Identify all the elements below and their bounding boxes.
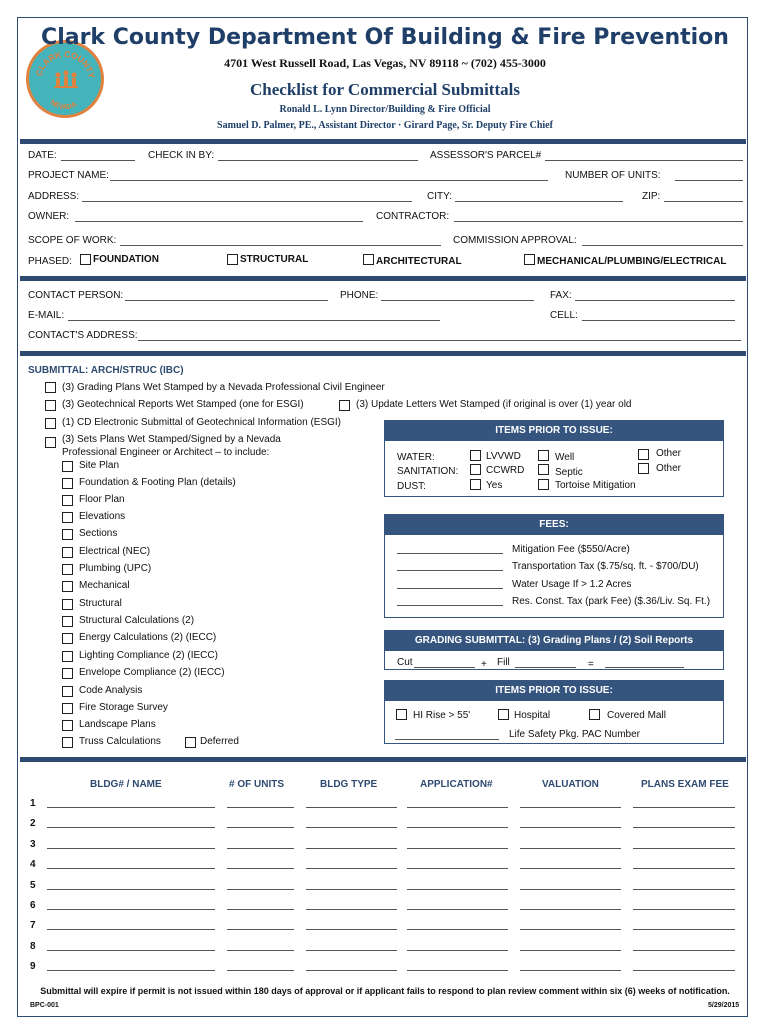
- commission-approval-field[interactable]: [582, 245, 743, 246]
- res-const-tax-field[interactable]: [397, 605, 503, 606]
- fill-field[interactable]: [515, 667, 576, 668]
- dust-yes-checkbox[interactable]: [470, 479, 481, 490]
- bldg-cell-field[interactable]: [407, 929, 508, 930]
- plan-item-checkbox[interactable]: [62, 633, 73, 644]
- col-bldg-type: BLDG TYPE: [320, 779, 378, 790]
- water-usage-label: Water Usage If > 1.2 Acres: [512, 579, 632, 590]
- plan-item-label: Floor Plan: [79, 494, 125, 505]
- expiration-notice: Submittal will expire if permit is not issued within 180 days of approval or if applicant fails to respond to plan review comment within six (6) weeks of notification.: [40, 986, 730, 996]
- bldg-row-number: 1: [30, 798, 36, 809]
- bldg-cell-field[interactable]: [520, 909, 621, 910]
- bldg-cell-field[interactable]: [47, 848, 215, 849]
- phone-label: PHONE:: [340, 290, 379, 301]
- section-divider: [20, 139, 746, 144]
- plan-item-label: Sections: [79, 528, 118, 539]
- col-units: # OF UNITS: [229, 779, 285, 790]
- hospital-label: Hospital: [514, 710, 551, 721]
- ccwrd-checkbox[interactable]: [470, 464, 481, 475]
- bldg-cell-field[interactable]: [520, 848, 621, 849]
- bldg-cell-field[interactable]: [407, 868, 508, 869]
- phased-label: PHASED:: [28, 256, 72, 267]
- section-divider: [20, 351, 746, 356]
- sanitation-label: SANITATION:: [397, 466, 459, 477]
- bldg-cell-field[interactable]: [520, 970, 621, 971]
- phase-foundation-label: FOUNDATION: [93, 254, 159, 265]
- well-checkbox[interactable]: [538, 450, 549, 461]
- address-label: ADDRESS:: [28, 191, 80, 202]
- plan-item-checkbox[interactable]: [62, 599, 73, 610]
- bldg-cell-field[interactable]: [633, 929, 735, 930]
- water-usage-field[interactable]: [397, 588, 503, 589]
- plan-item-checkbox[interactable]: [62, 512, 73, 523]
- city-field[interactable]: [455, 201, 623, 202]
- bldg-cell-field[interactable]: [633, 848, 735, 849]
- grading-submittal-heading: GRADING SUBMITTAL: (3) Grading Plans / (2) Soil Reports: [384, 630, 724, 651]
- plan-item-checkbox[interactable]: [62, 668, 73, 679]
- bldg-cell-field[interactable]: [633, 909, 735, 910]
- bldg-cell-field[interactable]: [633, 868, 735, 869]
- bldg-cell-field[interactable]: [306, 909, 397, 910]
- bldg-cell-field[interactable]: [227, 909, 294, 910]
- equals-sign: =: [588, 659, 594, 670]
- bldg-cell-field[interactable]: [227, 848, 294, 849]
- plan-item-checkbox[interactable]: [62, 495, 73, 506]
- plan-item-checkbox[interactable]: [62, 461, 73, 472]
- bldg-cell-field[interactable]: [520, 827, 621, 828]
- plan-item-checkbox[interactable]: [62, 720, 73, 731]
- water-label: WATER:: [397, 452, 435, 463]
- grading-plans-checkbox[interactable]: [45, 382, 56, 393]
- deferred-checkbox[interactable]: [185, 737, 196, 748]
- phase-architectural-label: ARCHITECTURAL: [376, 256, 462, 267]
- plan-item-checkbox[interactable]: [62, 564, 73, 575]
- plan-item-label: Envelope Compliance (2) (IECC): [79, 667, 225, 678]
- col-plans-exam-fee: PLANS EXAM FEE: [641, 779, 729, 790]
- form-id: BPC-001: [30, 1002, 59, 1009]
- mitigation-fee-field[interactable]: [397, 553, 503, 554]
- well-label: Well: [555, 452, 575, 463]
- plan-item-label: Landscape Plans: [79, 719, 156, 730]
- plan-item-checkbox[interactable]: [62, 581, 73, 592]
- assistants-line: Samuel D. Palmer, PE., Assistant Director · Girard Page, Sr. Deputy Fire Chief: [217, 120, 553, 131]
- plan-item-label: Energy Calculations (2) (IECC): [79, 632, 217, 643]
- page-title: Clark County Department Of Building & Fire Prevention: [41, 25, 729, 50]
- fill-label: Fill: [497, 657, 510, 668]
- date-field[interactable]: [61, 160, 135, 161]
- logo-top-text: CLARK COUNTY: [33, 48, 97, 80]
- submittal-heading: SUBMITTAL: ARCH/STRUC (IBC): [28, 365, 184, 376]
- bldg-cell-field[interactable]: [633, 827, 735, 828]
- bldg-cell-field[interactable]: [227, 827, 294, 828]
- cut-field[interactable]: [414, 667, 475, 668]
- lvvwd-label: LVVWD: [486, 451, 521, 462]
- bldg-cell-field[interactable]: [227, 807, 294, 808]
- bldg-row-number: 6: [30, 900, 36, 911]
- plan-item-checkbox[interactable]: [62, 547, 73, 558]
- grading-plans-label: (3) Grading Plans Wet Stamped by a Nevada Professional Civil Engineer: [62, 382, 385, 393]
- plan-item-label: Electrical (NEC): [79, 546, 151, 557]
- bldg-cell-field[interactable]: [407, 807, 508, 808]
- sets-plans-label-1: (3) Sets Plans Wet Stamped/Signed by a Nevada: [62, 434, 281, 445]
- plan-item-checkbox[interactable]: [62, 703, 73, 714]
- bldg-cell-field[interactable]: [306, 868, 397, 869]
- director-line: Ronald L. Lynn Director/Building & Fire Official: [279, 104, 491, 115]
- tortoise-checkbox[interactable]: [538, 479, 549, 490]
- other-water-checkbox[interactable]: [638, 449, 649, 460]
- bldg-cell-field[interactable]: [227, 970, 294, 971]
- plan-item-checkbox[interactable]: [62, 616, 73, 627]
- contact-person-field[interactable]: [125, 300, 328, 301]
- zip-label: ZIP:: [642, 191, 661, 202]
- plan-item-label: Structural Calculations (2): [79, 615, 195, 626]
- update-letters-label: (3) Update Letters Wet Stamped (if original is over (1) year old: [356, 399, 632, 410]
- project-name-label: PROJECT NAME:: [28, 170, 109, 181]
- cell-field[interactable]: [582, 320, 735, 321]
- tortoise-label: Tortoise Mitigation: [555, 480, 636, 491]
- contacts-address-field[interactable]: [138, 340, 741, 341]
- phase-mep-checkbox[interactable]: [524, 254, 535, 265]
- bldg-cell-field[interactable]: [407, 889, 508, 890]
- bldg-row-number: 8: [30, 940, 36, 952]
- items-prior-heading: ITEMS PRIOR TO ISSUE:: [384, 420, 724, 441]
- bldg-row-number: 9: [30, 961, 36, 973]
- plan-item-label: Lighting Compliance (2) (IECC): [79, 650, 218, 661]
- plan-item-label: Elevations: [79, 511, 126, 522]
- geotech-reports-checkbox[interactable]: [45, 400, 56, 411]
- plus-sign: +: [481, 659, 487, 670]
- plan-item-checkbox[interactable]: [62, 686, 73, 697]
- plan-item-label: Mechanical: [79, 580, 130, 591]
- bldg-cell-field[interactable]: [633, 950, 735, 951]
- bldg-cell-field[interactable]: [306, 827, 397, 828]
- sets-plans-checkbox[interactable]: [45, 437, 56, 448]
- logo-bottom-text: NEVADA: [48, 99, 78, 112]
- bldg-cell-field[interactable]: [407, 950, 508, 951]
- form-date: 5/29/2015: [708, 1002, 740, 1009]
- septic-checkbox[interactable]: [538, 464, 549, 475]
- phase-mep-label: MECHANICAL/PLUMBING/ELECTRICAL: [537, 256, 727, 267]
- phase-structural-label: STRUCTURAL: [240, 254, 309, 265]
- owner-label: OWNER:: [28, 211, 70, 222]
- bldg-cell-field[interactable]: [633, 970, 735, 971]
- cd-electronic-checkbox[interactable]: [45, 418, 56, 429]
- phone-field[interactable]: [381, 300, 534, 301]
- plan-item-checkbox[interactable]: [62, 651, 73, 662]
- col-application: APPLICATION#: [420, 779, 493, 790]
- plan-item-label: Plumbing (UPC): [79, 563, 152, 574]
- bldg-cell-field[interactable]: [227, 868, 294, 869]
- items-prior-2-heading: ITEMS PRIOR TO ISSUE:: [384, 680, 724, 701]
- col-valuation: VALUATION: [542, 779, 599, 790]
- bldg-cell-field[interactable]: [306, 970, 397, 971]
- bldg-cell-field[interactable]: [633, 889, 735, 890]
- lvvwd-checkbox[interactable]: [470, 450, 481, 461]
- bldg-cell-field[interactable]: [306, 889, 397, 890]
- other-sanitation-label: Other: [656, 463, 682, 474]
- phase-architectural-checkbox[interactable]: [363, 254, 374, 265]
- number-of-units-field[interactable]: [675, 180, 743, 181]
- assessors-parcel-label: ASSESSOR'S PARCEL#: [430, 150, 542, 161]
- bldg-cell-field[interactable]: [227, 889, 294, 890]
- fax-field[interactable]: [575, 300, 735, 301]
- plan-item-checkbox[interactable]: [62, 737, 73, 748]
- section-divider: [20, 757, 746, 762]
- other-water-label: Other: [656, 448, 682, 459]
- bldg-cell-field[interactable]: [306, 848, 397, 849]
- plan-item-checkbox[interactable]: [62, 529, 73, 540]
- bldg-cell-field[interactable]: [47, 868, 215, 869]
- other-sanitation-checkbox[interactable]: [638, 463, 649, 474]
- hospital-checkbox[interactable]: [498, 709, 509, 720]
- geotech-reports-label: (3) Geotechnical Reports Wet Stamped (one for ESGI): [62, 399, 304, 410]
- update-letters-checkbox[interactable]: [339, 400, 350, 411]
- city-label: CITY:: [427, 191, 453, 202]
- pac-number-field[interactable]: [395, 739, 499, 740]
- bldg-cell-field[interactable]: [306, 950, 397, 951]
- check-in-by-field[interactable]: [218, 160, 418, 161]
- address-field[interactable]: [82, 201, 412, 202]
- bldg-cell-field[interactable]: [47, 929, 215, 930]
- bldg-cell-field[interactable]: [520, 807, 621, 808]
- bldg-cell-field[interactable]: [47, 909, 215, 910]
- covered-mall-checkbox[interactable]: [589, 709, 600, 720]
- transportation-tax-field[interactable]: [397, 570, 503, 571]
- dust-yes-label: Yes: [486, 480, 503, 491]
- commission-approval-label: COMMISSION APPROVAL:: [453, 235, 577, 246]
- bldg-cell-field[interactable]: [407, 848, 508, 849]
- deferred-label: Deferred: [200, 736, 239, 747]
- cut-label: Cut: [397, 657, 413, 668]
- ccwrd-label: CCWRD: [486, 465, 525, 476]
- bldg-cell-field[interactable]: [407, 970, 508, 971]
- bldg-cell-field[interactable]: [407, 909, 508, 910]
- col-bldg-name: BLDG# / NAME: [90, 779, 162, 790]
- plan-item-label: Fire Storage Survey: [79, 702, 168, 713]
- mitigation-fee-label: Mitigation Fee ($550/Acre): [512, 544, 630, 555]
- hi-rise-label: HI Rise > 55': [413, 710, 471, 721]
- bldg-cell-field[interactable]: [520, 889, 621, 890]
- transportation-tax-label: Transportation Tax ($.75/sq. ft. - $700/DU): [512, 561, 699, 572]
- res-const-tax-label: Res. Const. Tax (park Fee) ($.36/Liv. Sq. Ft.): [512, 596, 711, 607]
- section-divider: [20, 276, 746, 281]
- email-field[interactable]: [68, 320, 440, 321]
- bldg-cell-field[interactable]: [47, 827, 215, 828]
- bldg-cell-field[interactable]: [520, 868, 621, 869]
- plan-item-label: Site Plan: [79, 460, 120, 471]
- cell-label: CELL:: [550, 310, 578, 321]
- owner-field[interactable]: [75, 221, 363, 222]
- phase-foundation-checkbox[interactable]: [80, 254, 91, 265]
- bldg-cell-field[interactable]: [520, 950, 621, 951]
- bldg-cell-field[interactable]: [47, 807, 215, 808]
- plan-item-label: Structural: [79, 598, 122, 609]
- covered-mall-label: Covered Mall: [607, 710, 666, 721]
- sets-plans-label-2: Professional Engineer or Architect – to include:: [62, 447, 270, 458]
- check-in-by-label: CHECK IN BY:: [148, 150, 215, 161]
- email-label: E-MAIL:: [28, 310, 65, 321]
- contractor-label: CONTRACTOR:: [376, 211, 450, 222]
- assessors-parcel-field[interactable]: [545, 160, 743, 161]
- bldg-row-number: 4: [30, 859, 36, 871]
- date-label: DATE:: [28, 150, 57, 161]
- number-of-units-label: NUMBER OF UNITS:: [565, 170, 661, 181]
- plan-item-checkbox[interactable]: [62, 478, 73, 489]
- fax-label: FAX:: [550, 290, 572, 301]
- phase-structural-checkbox[interactable]: [227, 254, 238, 265]
- bldg-cell-field[interactable]: [306, 807, 397, 808]
- department-address: 4701 West Russell Road, Las Vegas, NV 89118 ~ (702) 455-3000: [224, 56, 546, 70]
- bldg-cell-field[interactable]: [227, 929, 294, 930]
- bldg-cell-field[interactable]: [407, 827, 508, 828]
- bldg-cell-field[interactable]: [306, 929, 397, 930]
- contact-person-label: CONTACT PERSON:: [28, 290, 124, 301]
- septic-label: Septic: [555, 467, 583, 478]
- fees-heading: FEES:: [384, 514, 724, 535]
- zip-field[interactable]: [664, 201, 743, 202]
- bldg-row-number: 2: [30, 818, 36, 830]
- scope-of-work-label: SCOPE OF WORK:: [28, 235, 117, 246]
- hi-rise-checkbox[interactable]: [396, 709, 407, 720]
- bldg-cell-field[interactable]: [47, 950, 215, 951]
- cd-electronic-label: (1) CD Electronic Submittal of Geotechnical Information (ESGI): [62, 417, 341, 428]
- bldg-cell-field[interactable]: [633, 807, 735, 808]
- dust-label: DUST:: [397, 481, 426, 492]
- grading-total-field[interactable]: [605, 667, 684, 668]
- bldg-row-number: 7: [30, 920, 36, 932]
- plan-item-label: Code Analysis: [79, 685, 143, 696]
- plan-item-label: Foundation & Footing Plan (details): [79, 477, 236, 488]
- bldg-cell-field[interactable]: [520, 929, 621, 930]
- bldg-cell-field[interactable]: [47, 970, 215, 971]
- contacts-address-label: CONTACT'S ADDRESS:: [28, 330, 138, 341]
- bldg-cell-field[interactable]: [47, 889, 215, 890]
- bldg-row-number: 3: [30, 838, 36, 850]
- plan-item-label: Truss Calculations: [79, 736, 161, 747]
- bldg-row-number: 5: [30, 879, 36, 891]
- bldg-cell-field[interactable]: [227, 950, 294, 951]
- checklist-subtitle: Checklist for Commercial Submittals: [250, 80, 520, 99]
- contractor-field[interactable]: [454, 221, 743, 222]
- project-name-field[interactable]: [110, 180, 548, 181]
- scope-of-work-field[interactable]: [120, 245, 441, 246]
- life-safety-label: Life Safety Pkg. PAC Number: [509, 729, 640, 740]
